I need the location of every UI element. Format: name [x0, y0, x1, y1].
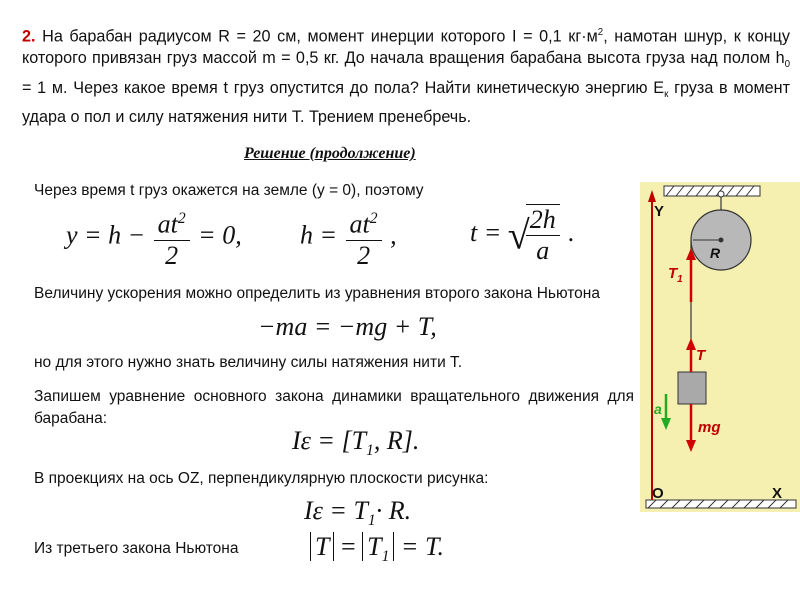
equation-y	[66, 204, 242, 271]
eq5-rhs: ].	[402, 426, 420, 455]
problem-sub-k: к	[664, 88, 669, 100]
eq2-sup: 2	[369, 210, 378, 227]
problem-statement	[22, 22, 790, 128]
paragraph-rotation: Запишем уравнение основного закона динамики вращательного движения для барабана:	[34, 388, 634, 427]
eq3-fraction	[526, 204, 560, 266]
eq3-den: a	[536, 236, 550, 265]
eq3-num: 2h	[526, 205, 560, 236]
eq5-t: T	[351, 426, 367, 455]
eq2-fraction	[346, 204, 382, 271]
equation-t	[470, 204, 575, 266]
sqrt-icon: √	[507, 212, 530, 258]
equation-newton: −ma = −mg + T,	[258, 312, 437, 341]
equation-third-law: $T = T_1 = T$.	[310, 532, 444, 566]
y-axis-label: Y	[654, 203, 665, 220]
load-box	[678, 372, 706, 404]
problem-number: 2.	[22, 27, 36, 46]
problem-text-4: = 1 м. Через какое время t груз опустится до пола? Найти кинетическую энергию E	[22, 78, 665, 97]
origin-label: O	[652, 485, 664, 502]
paragraph-tension: но для этого нужно знать величину силы натяжения нити T.	[34, 354, 463, 371]
solution-heading: Решение (продолжение)	[244, 145, 416, 162]
eq7-abs-b	[362, 532, 394, 566]
x-axis-label: X	[772, 485, 783, 502]
eq2-num: at	[349, 209, 370, 239]
problem-dot: ·	[581, 27, 587, 46]
eq5-sub: 1	[366, 442, 374, 460]
tension1-label: $T_1$	[668, 265, 683, 285]
problem-text-3: , намотан шнур, к концу которого привязан груз массой m = 0,5 кг. До начала вращения барабана высота груза над полом h	[22, 27, 790, 68]
eq5-lhs: Iε = [	[292, 426, 352, 455]
eq6-lhs: Iε = T	[304, 496, 368, 525]
ceiling	[664, 186, 760, 196]
eq7-abs-a: T	[310, 532, 334, 561]
eq6-rhs: · R.	[375, 496, 412, 525]
eq1-num: at	[157, 209, 178, 239]
eq3-rhs: .	[568, 217, 575, 247]
problem-text-2: м	[586, 27, 598, 46]
eq1-fraction	[154, 204, 190, 271]
paragraph-time: Через время t груз окажется на земле (y = 0), поэтому	[34, 182, 424, 199]
problem-sup: 2	[597, 27, 604, 38]
eq3-lhs: t =	[470, 217, 502, 247]
eq7-rhs: = T.	[400, 532, 444, 561]
radius-label: R	[710, 245, 721, 261]
eq2-lhs: h =	[300, 220, 338, 250]
equation-h	[300, 204, 397, 271]
eq6-sub: 1	[367, 512, 376, 530]
equation-rotation-scalar	[304, 496, 411, 530]
eq1-sup: 2	[177, 210, 186, 227]
problem-text-1: На барабан радиусом R = 20 см, момент инерции которого I = 0,1 кг	[35, 27, 582, 46]
hook-icon	[718, 191, 724, 197]
accel-label: a	[654, 401, 662, 417]
eq7-b: T	[367, 532, 382, 561]
equation-rotation-vector	[292, 426, 419, 460]
eq1-den: 2	[165, 240, 179, 270]
problem-sub-0: 0	[784, 59, 790, 71]
eq1-lhs: y = h −	[66, 220, 146, 250]
eq1-rhs: = 0,	[198, 220, 242, 250]
problem-text-5: груза в момент удара о пол и силу натяжения нити T. Трением пренебречь.	[22, 78, 790, 126]
tension-label: T	[696, 347, 706, 364]
gravity-label: mg	[698, 419, 721, 436]
paragraph-projection: В проекциях на ось OZ, перпендикулярную плоскости рисунка:	[34, 470, 489, 487]
eq7-sub: 1	[381, 548, 390, 566]
paragraph-acceleration: Величину ускорения можно определить из уравнения второго закона Ньютона	[34, 285, 600, 302]
drum-diagram	[640, 182, 800, 512]
eq2-den: 2	[357, 240, 371, 270]
paragraph-third-law: Из третьего закона Ньютона	[34, 540, 239, 557]
eq5-mid: , R	[373, 426, 403, 455]
eq2-rhs: ,	[390, 220, 397, 250]
